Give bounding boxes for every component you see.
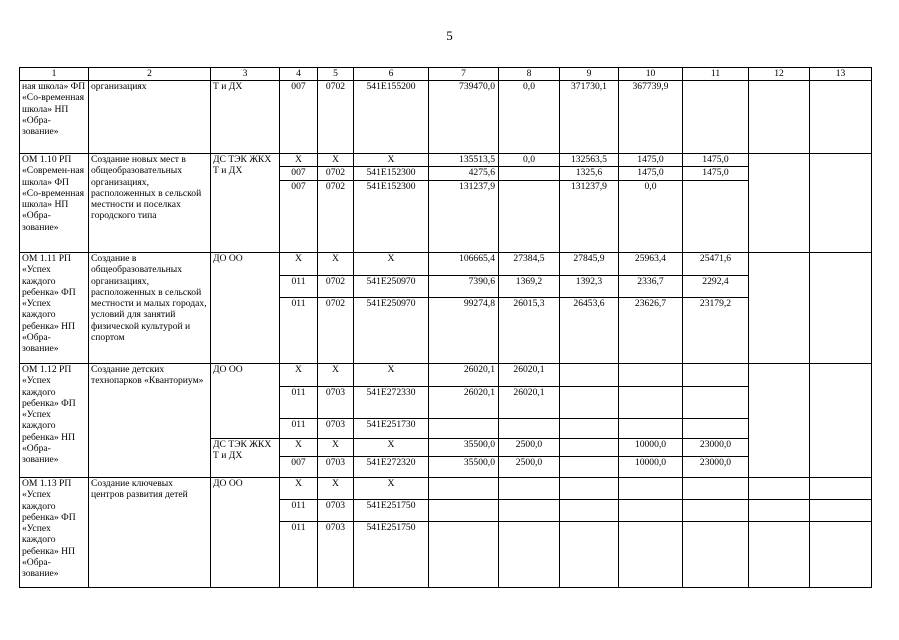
measure-name-cell: ОМ 1.12 РП «Успех каждого ребенка» ФП «Успех каждого ребенка» НП «Обра-зование» xyxy=(20,364,89,478)
col13-cell xyxy=(810,364,872,478)
col6-cell: Х xyxy=(354,478,429,500)
table-row xyxy=(20,364,872,387)
col5-cell: 0702 xyxy=(318,81,354,154)
col12-cell xyxy=(749,478,810,500)
col10-cell xyxy=(619,364,683,387)
col8-cell: 27384,5 xyxy=(499,253,560,276)
col11-cell xyxy=(683,364,749,387)
col7-cell xyxy=(429,522,499,588)
col7-cell: 106665,4 xyxy=(429,253,499,276)
col8-cell xyxy=(499,167,560,181)
col11-cell: 23000,0 xyxy=(683,457,749,478)
description-cell: Создание ключевых центров развития детей xyxy=(89,478,211,588)
col9-cell: 132563,5 xyxy=(560,154,619,167)
col7-cell: 35500,0 xyxy=(429,439,499,457)
col10-cell: 2336,7 xyxy=(619,276,683,298)
col10-cell: 1475,0 xyxy=(619,167,683,181)
header-cell: 10 xyxy=(619,68,683,81)
col4-cell: 007 xyxy=(280,81,318,154)
col11-cell: 23179,2 xyxy=(683,298,749,364)
header-cell: 6 xyxy=(354,68,429,81)
col4-cell: 007 xyxy=(280,167,318,181)
table-row xyxy=(20,154,872,167)
col13-cell xyxy=(810,500,872,522)
col12-cell xyxy=(749,253,810,364)
col11-cell: 1475,0 xyxy=(683,154,749,167)
col10-cell: 367739,9 xyxy=(619,81,683,154)
col4-cell: Х xyxy=(280,439,318,457)
col12-cell xyxy=(749,154,810,253)
col6-cell: 541E250970 xyxy=(354,276,429,298)
col13-cell xyxy=(810,522,872,588)
col13-cell xyxy=(810,478,872,500)
col8-cell: 0,0 xyxy=(499,81,560,154)
col5-cell: Х xyxy=(318,439,354,457)
header-cell: 9 xyxy=(560,68,619,81)
col10-cell xyxy=(619,478,683,500)
col9-cell xyxy=(560,419,619,439)
col9-cell: 131237,9 xyxy=(560,181,619,253)
col4-cell: 007 xyxy=(280,457,318,478)
col4-cell: Х xyxy=(280,364,318,387)
col13-cell xyxy=(810,253,872,364)
col4-cell: 011 xyxy=(280,500,318,522)
measure-name-cell: ОМ 1.11 РП «Успех каждого ребенка» ФП «Успех каждого ребенка» НП «Обра-зование» xyxy=(20,253,89,364)
col4-cell: 011 xyxy=(280,522,318,588)
col4-cell: Х xyxy=(280,253,318,276)
description-cell: организациях xyxy=(89,81,211,154)
col7-cell: 26020,1 xyxy=(429,364,499,387)
col7-cell: 35500,0 xyxy=(429,457,499,478)
col6-cell: 541E251730 xyxy=(354,419,429,439)
col8-cell: 2500,0 xyxy=(499,457,560,478)
col9-cell: 1392,3 xyxy=(560,276,619,298)
col5-cell: Х xyxy=(318,253,354,276)
col5-cell: Х xyxy=(318,478,354,500)
header-cell: 4 xyxy=(280,68,318,81)
col11-cell: 25471,6 xyxy=(683,253,749,276)
col12-cell xyxy=(749,500,810,522)
col10-cell xyxy=(619,387,683,419)
measure-name-cell: ОМ 1.13 РП «Успех каждого ребенка» ФП «Успех каждого ребенка» НП «Обра-зование» xyxy=(20,478,89,588)
col5-cell: 0702 xyxy=(318,167,354,181)
col6-cell: 541E251750 xyxy=(354,500,429,522)
col10-cell xyxy=(619,500,683,522)
col6-cell: Х xyxy=(354,253,429,276)
col9-cell: 26453,6 xyxy=(560,298,619,364)
col11-cell xyxy=(683,81,749,154)
table-row xyxy=(20,81,872,154)
col6-cell: Х xyxy=(354,364,429,387)
col5-cell: 0702 xyxy=(318,276,354,298)
col7-cell xyxy=(429,419,499,439)
col10-cell: 1475,0 xyxy=(619,154,683,167)
header-cell: 11 xyxy=(683,68,749,81)
col5-cell: 0702 xyxy=(318,181,354,253)
measure-name-cell: ная школа» ФП «Со-временная школа» НП «Обра-зование» xyxy=(20,81,89,154)
col10-cell: 0,0 xyxy=(619,181,683,253)
description-cell: Создание детских технопарков «Кванториум» xyxy=(89,364,211,478)
col5-cell: 0703 xyxy=(318,387,354,419)
executor-cell: ДС ТЭК ЖКХ Т и ДХ xyxy=(211,154,280,253)
col7-cell: 99274,8 xyxy=(429,298,499,364)
col6-cell: 541E250970 xyxy=(354,298,429,364)
col6-cell: 541E152300 xyxy=(354,167,429,181)
col12-cell xyxy=(749,81,810,154)
executor-cell: ДО ОО xyxy=(211,253,280,364)
table-row xyxy=(20,253,872,276)
col4-cell: 011 xyxy=(280,387,318,419)
col8-cell xyxy=(499,500,560,522)
col7-cell: 26020,1 xyxy=(429,387,499,419)
col7-cell: 4275,6 xyxy=(429,167,499,181)
col6-cell: 541E251750 xyxy=(354,522,429,588)
executor-cell: ДС ТЭК ЖКХ Т и ДХ xyxy=(211,439,280,478)
col8-cell: 1369,2 xyxy=(499,276,560,298)
col9-cell: 1325,6 xyxy=(560,167,619,181)
col9-cell xyxy=(560,364,619,387)
col4-cell: Х xyxy=(280,154,318,167)
header-row xyxy=(20,68,872,81)
col11-cell: 23000,0 xyxy=(683,439,749,457)
col10-cell: 10000,0 xyxy=(619,439,683,457)
col9-cell xyxy=(560,387,619,419)
header-cell: 3 xyxy=(211,68,280,81)
col8-cell: 2500,0 xyxy=(499,439,560,457)
executor-cell: ДО ОО xyxy=(211,364,280,439)
budget-table xyxy=(19,67,872,588)
col11-cell: 2292,4 xyxy=(683,276,749,298)
table-row xyxy=(20,478,872,500)
header-cell: 8 xyxy=(499,68,560,81)
description-cell: Создание новых мест в общеобразовательных организациях, расположенных в сельской местности и поселках городского типа xyxy=(89,154,211,253)
col8-cell: 26020,1 xyxy=(499,364,560,387)
col5-cell: Х xyxy=(318,154,354,167)
measure-name-cell: ОМ 1.10 РП «Современ-ная школа» ФП «Со-временная школа» НП «Обра-зование» xyxy=(20,154,89,253)
description-cell: Создание в общеобразовательных организациях, расположенных в сельской местности и малых городах, условий для занятий физической культурой и спортом xyxy=(89,253,211,364)
col4-cell: Х xyxy=(280,478,318,500)
col11-cell: 1475,0 xyxy=(683,167,749,181)
col9-cell: 27845,9 xyxy=(560,253,619,276)
col6-cell: 541E272320 xyxy=(354,457,429,478)
col10-cell xyxy=(619,522,683,588)
col5-cell: 0702 xyxy=(318,298,354,364)
col10-cell xyxy=(619,419,683,439)
col9-cell xyxy=(560,457,619,478)
col10-cell: 23626,7 xyxy=(619,298,683,364)
col5-cell: 0703 xyxy=(318,500,354,522)
col11-cell xyxy=(683,478,749,500)
col13-cell xyxy=(810,154,872,253)
col7-cell: 135513,5 xyxy=(429,154,499,167)
col5-cell: 0703 xyxy=(318,419,354,439)
col12-cell xyxy=(749,522,810,588)
col10-cell: 25963,4 xyxy=(619,253,683,276)
col11-cell xyxy=(683,500,749,522)
col12-cell xyxy=(749,364,810,478)
col8-cell: 26015,3 xyxy=(499,298,560,364)
executor-cell: ДО ОО xyxy=(211,478,280,588)
col9-cell xyxy=(560,500,619,522)
col6-cell: 541E272330 xyxy=(354,387,429,419)
col6-cell: Х xyxy=(354,154,429,167)
col8-cell xyxy=(499,522,560,588)
col11-cell xyxy=(683,181,749,253)
header-cell: 7 xyxy=(429,68,499,81)
executor-cell: Т и ДХ xyxy=(211,81,280,154)
col8-cell xyxy=(499,478,560,500)
col8-cell xyxy=(499,181,560,253)
col10-cell: 10000,0 xyxy=(619,457,683,478)
header-cell: 1 xyxy=(20,68,89,81)
header-cell: 2 xyxy=(89,68,211,81)
header-cell: 13 xyxy=(810,68,872,81)
col4-cell: 011 xyxy=(280,276,318,298)
col7-cell: 739470,0 xyxy=(429,81,499,154)
col8-cell: 26020,1 xyxy=(499,387,560,419)
page-number: 5 xyxy=(446,28,453,43)
header-cell: 5 xyxy=(318,68,354,81)
col9-cell: 371730,1 xyxy=(560,81,619,154)
col9-cell xyxy=(560,478,619,500)
header-cell: 12 xyxy=(749,68,810,81)
col5-cell: 0703 xyxy=(318,457,354,478)
col11-cell xyxy=(683,387,749,419)
col5-cell: Х xyxy=(318,364,354,387)
col5-cell: 0703 xyxy=(318,522,354,588)
col7-cell xyxy=(429,500,499,522)
col8-cell: 0,0 xyxy=(499,154,560,167)
col7-cell xyxy=(429,478,499,500)
col7-cell: 131237,9 xyxy=(429,181,499,253)
col4-cell: 007 xyxy=(280,181,318,253)
col13-cell xyxy=(810,81,872,154)
col11-cell xyxy=(683,419,749,439)
col9-cell xyxy=(560,439,619,457)
col9-cell xyxy=(560,522,619,588)
col8-cell xyxy=(499,419,560,439)
col6-cell: Х xyxy=(354,439,429,457)
col6-cell: 541E152300 xyxy=(354,181,429,253)
col4-cell: 011 xyxy=(280,419,318,439)
col6-cell: 541E155200 xyxy=(354,81,429,154)
col7-cell: 7390,6 xyxy=(429,276,499,298)
col4-cell: 011 xyxy=(280,298,318,364)
col11-cell xyxy=(683,522,749,588)
